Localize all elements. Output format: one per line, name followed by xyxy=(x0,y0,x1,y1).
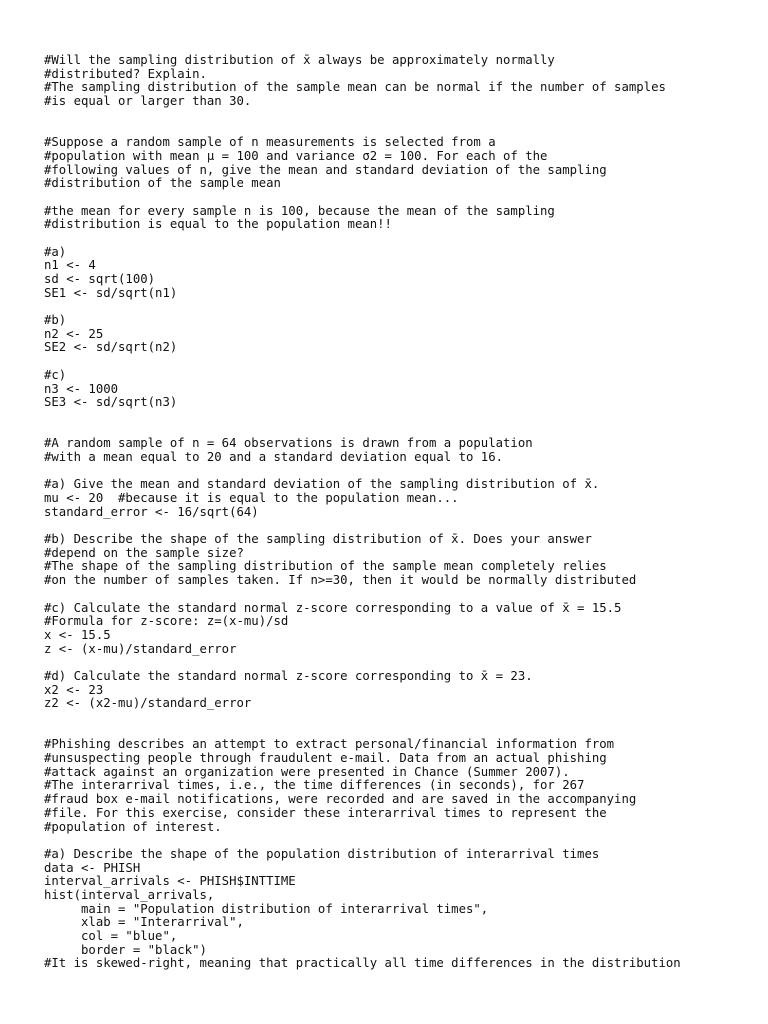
code-line: x <- 15.5 xyxy=(44,627,111,642)
comment-line: #It is skewed-right, meaning that practically all time differences in the distribution xyxy=(44,956,681,971)
comment-line: #depend on the sample size? xyxy=(44,545,244,560)
comment-line: #The interarrival times, i.e., the time differences (in seconds), for 267 xyxy=(44,778,585,793)
comment-line: #Will the sampling distribution of x̄ always be approximately normally xyxy=(44,53,555,67)
comment-line: #attack against an organization were presented in Chance (Summer 2007). xyxy=(44,764,570,779)
code-line: SE1 <- sd/sqrt(n1) xyxy=(44,285,178,300)
code-line: xlab = "Interarrival", xyxy=(44,915,244,930)
comment-line: #Phishing describes an attempt to extract personal/financial information from xyxy=(44,737,615,752)
comment-line: #The shape of the sampling distribution of the sample mean completely relies xyxy=(44,559,607,574)
comment-line: #with a mean equal to 20 and a standard deviation equal to 16. xyxy=(44,449,504,464)
comment-line: #d) Calculate the standard normal z-score corresponding to x̄ = 23. xyxy=(44,668,533,683)
comment-line: #c) Calculate the standard normal z-score corresponding to a value of x̄ = 15.5 xyxy=(44,600,622,615)
code-line: sd <- sqrt(100) xyxy=(44,272,156,286)
code-line: n1 <- 4 xyxy=(44,258,96,273)
blank-line xyxy=(44,725,760,739)
comment-line: #A random sample of n = 64 observations is drawn from a population xyxy=(44,436,533,451)
comment-line: #b) Describe the shape of the sampling distribution of x̄. Does your answer xyxy=(44,532,592,547)
code-line: mu <- 20 #because it is equal to the population mean... xyxy=(44,491,459,505)
code-line: n2 <- 25 xyxy=(44,326,104,341)
comment-line: #a) xyxy=(44,244,67,259)
comment-line: #Formula for z-score: z=(x-mu)/sd xyxy=(44,614,289,629)
comment-line: #distributed? Explain. xyxy=(44,66,207,81)
code-line: z2 <- (x2-mu)/standard_error xyxy=(44,696,252,711)
blank-line xyxy=(44,656,760,670)
code-line: x2 <- 23 xyxy=(44,682,104,697)
code-line: interval_arrivals <- PHISH$INTTIME xyxy=(44,874,296,889)
comment-line: #population of interest. xyxy=(44,819,222,834)
comment-line: #c) xyxy=(44,367,67,382)
blank-line xyxy=(44,300,760,314)
comment-line: #population with mean μ = 100 and variance σ2 = 100. For each of the xyxy=(44,148,548,163)
blank-line xyxy=(44,410,760,424)
blank-line xyxy=(44,519,760,533)
blank-line xyxy=(44,191,760,205)
code-line: SE3 <- sd/sqrt(n3) xyxy=(44,395,178,410)
comment-line: #the mean for every sample n is 100, because the mean of the sampling xyxy=(44,203,555,218)
comment-line: #file. For this exercise, consider these interarrival times to represent the xyxy=(44,805,607,820)
code-line: col = "blue", xyxy=(44,929,178,943)
comment-line: #b) xyxy=(44,313,67,328)
blank-line xyxy=(44,711,760,725)
comment-line: #distribution is equal to the population mean!! xyxy=(44,217,392,232)
code-document xyxy=(44,54,760,971)
code-line: border = "black") xyxy=(44,942,207,957)
comment-line: #following values of n, give the mean and standard deviation of the sampling xyxy=(44,162,607,177)
code-line: standard_error <- 16/sqrt(64) xyxy=(44,504,259,519)
blank-line xyxy=(44,122,760,136)
comment-line: #a) Give the mean and standard deviation of the sampling distribution of x̄. xyxy=(44,477,600,492)
blank-line xyxy=(44,588,760,602)
comment-line: #The sampling distribution of the sample mean can be normal if the number of samples xyxy=(44,80,666,95)
blank-line xyxy=(44,232,760,246)
comment-line: #on the number of samples taken. If n>=30, then it would be normally distributed xyxy=(44,573,637,588)
code-line: n3 <- 1000 xyxy=(44,381,119,396)
code-line: main = "Population distribution of interarrival times", xyxy=(44,901,489,916)
blank-line xyxy=(44,109,760,123)
code-line: z <- (x-mu)/standard_error xyxy=(44,641,237,656)
code-line: hist(interval_arrivals, xyxy=(44,887,215,902)
blank-line xyxy=(44,465,760,479)
blank-line xyxy=(44,834,760,848)
comment-line: #a) Describe the shape of the population distribution of interarrival times xyxy=(44,846,600,861)
comment-line: #Suppose a random sample of n measurements is selected from a xyxy=(44,135,496,150)
comment-line: #fraud box e-mail notifications, were recorded and are saved in the accompanying xyxy=(44,792,637,807)
comment-line: #unsuspecting people through fraudulent e-mail. Data from an actual phishing xyxy=(44,751,607,766)
code-line: data <- PHISH xyxy=(44,860,141,875)
comment-line: #is equal or larger than 30. xyxy=(44,94,252,109)
blank-line xyxy=(44,355,760,369)
code-line: SE2 <- sd/sqrt(n2) xyxy=(44,340,178,355)
blank-line xyxy=(44,424,760,438)
comment-line: #distribution of the sample mean xyxy=(44,176,281,191)
